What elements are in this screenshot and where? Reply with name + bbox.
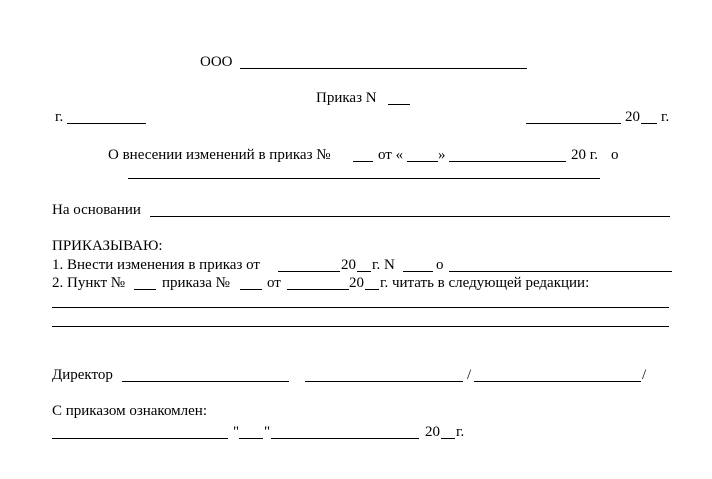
director-name-blank xyxy=(474,381,641,382)
acknowledge-year-blank xyxy=(441,438,455,439)
item1-text-1: 1. Внести изменения в приказ от xyxy=(52,257,260,273)
subject-order-number-blank xyxy=(353,161,373,162)
acknowledge-year-prefix: 20 xyxy=(425,424,440,440)
date-day-month-blank xyxy=(526,123,621,124)
signature-sep-open: / xyxy=(467,367,472,383)
company-prefix: ООО xyxy=(200,54,233,70)
acknowledge-day-blank xyxy=(239,438,263,439)
subject-text-3: » xyxy=(438,147,446,163)
company-name-blank xyxy=(240,68,527,69)
subject-day-blank xyxy=(407,161,438,162)
item2-year-blank xyxy=(365,289,379,290)
item2-date-blank xyxy=(287,289,349,290)
item2-text-4: 20 xyxy=(349,275,364,291)
item1-date-blank xyxy=(278,271,340,272)
item2-point-blank xyxy=(134,289,156,290)
item1-text-4: о xyxy=(436,257,444,273)
signature-sep-close: / xyxy=(642,367,647,383)
subject-month-blank xyxy=(449,161,566,162)
item2-order-number-blank xyxy=(240,289,262,290)
date-year-blank xyxy=(641,123,657,124)
new-wording-line-2 xyxy=(52,326,669,327)
orders-heading: ПРИКАЗЫВАЮ: xyxy=(52,238,163,254)
order-number-blank xyxy=(388,104,410,105)
item1-text-3: г. N xyxy=(372,257,395,273)
acknowledge-quote-open: " xyxy=(233,424,240,440)
basis-blank xyxy=(150,216,670,217)
director-signature-blank xyxy=(305,381,463,382)
subject-text-5: о xyxy=(611,147,619,163)
subject-text-1: О внесении изменений в приказ № xyxy=(108,147,331,163)
date-year-prefix: 20 xyxy=(625,109,640,125)
acknowledge-year-suffix: г. xyxy=(456,424,465,440)
basis-label: На основании xyxy=(52,202,141,218)
director-label: Директор xyxy=(52,367,113,383)
city-prefix: г. xyxy=(55,109,64,125)
director-position-blank xyxy=(122,381,289,382)
acknowledge-quote-close: " xyxy=(264,424,271,440)
item2-text-2: приказа № xyxy=(162,275,230,291)
acknowledge-label: С приказом ознакомлен: xyxy=(52,403,208,419)
item2-text-5: г. читать в следующей редакции: xyxy=(380,275,590,291)
acknowledge-name-blank xyxy=(52,438,228,439)
item1-number-blank xyxy=(403,271,433,272)
acknowledge-month-blank xyxy=(271,438,419,439)
item2-text-3: от xyxy=(267,275,281,291)
order-title: Приказ N xyxy=(316,90,377,106)
new-wording-line-1 xyxy=(52,307,669,308)
city-blank xyxy=(67,123,146,124)
item1-text-2: 20 xyxy=(341,257,356,273)
subject-text-4: 20 г. xyxy=(571,147,598,163)
date-year-suffix: г. xyxy=(661,109,670,125)
item2-text-1: 2. Пункт № xyxy=(52,275,126,291)
item1-subject-blank xyxy=(449,271,672,272)
subject-line-2-blank xyxy=(128,178,600,179)
subject-text-2: от « xyxy=(378,147,404,163)
item1-year-blank xyxy=(357,271,371,272)
